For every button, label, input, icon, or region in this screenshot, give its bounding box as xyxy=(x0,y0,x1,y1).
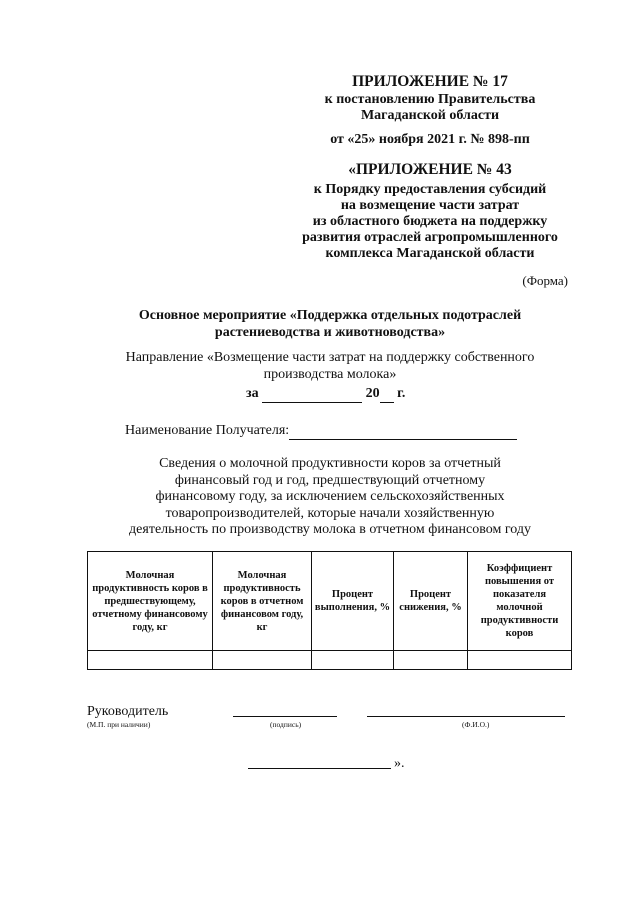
inner-appendix-title: «ПРИЛОЖЕНИЕ № 43 xyxy=(348,161,512,178)
info-paragraph xyxy=(40,456,620,539)
recipient-blank[interactable] xyxy=(289,423,517,440)
recipient-line xyxy=(125,423,517,440)
name-note: (Ф.И.О.) xyxy=(462,720,490,729)
period-line xyxy=(246,386,405,403)
sign-note: (подпись) xyxy=(270,720,302,729)
header-increase-coefficient: Коэффициент повышения от показателя молочной продуктивности коров xyxy=(468,552,572,651)
appendix-resolution-line1: к постановлению Правительства xyxy=(324,92,536,107)
table-cell[interactable] xyxy=(394,651,468,670)
table-cell[interactable] xyxy=(213,651,312,670)
inner-appendix-line: из областного бюджета на поддержку xyxy=(312,214,548,229)
inner-appendix-line: развития отраслей агропромышленного xyxy=(302,230,558,245)
direction-text xyxy=(60,349,600,383)
table-cell[interactable] xyxy=(468,651,572,670)
name-line[interactable] xyxy=(367,716,565,717)
period-year-prefix: 20 xyxy=(365,386,380,401)
head-label: Руководитель xyxy=(87,704,169,719)
info-line: Сведения о молочной продуктивности коров за отчетный xyxy=(159,456,501,471)
productivity-table xyxy=(87,551,572,670)
main-event-line2: растениеводства и животноводства» xyxy=(214,325,446,340)
period-prefix: за xyxy=(246,386,259,401)
stamp-note: (М.П. при наличии) xyxy=(87,720,151,729)
appendix-resolution-line2: Магаданской области xyxy=(360,108,500,123)
table-cell[interactable] xyxy=(88,651,213,670)
table-cell[interactable] xyxy=(312,651,394,670)
inner-appendix-header xyxy=(272,160,588,262)
inner-appendix-line: на возмещение части затрат xyxy=(340,198,520,213)
header-decrease-percent: Процент снижения, % xyxy=(394,552,468,651)
header-current-year-productivity: Молочная продуктивность коров в отчетном финансовом году, кг xyxy=(213,552,312,651)
recipient-label: Наименование Получателя: xyxy=(125,423,290,438)
closing-quote: ». xyxy=(394,756,405,771)
header-completion-percent: Процент выполнения, % xyxy=(312,552,394,651)
date-line[interactable] xyxy=(248,768,391,769)
direction-line2: производства молока» xyxy=(263,367,397,382)
form-label: (Форма) xyxy=(522,273,568,288)
info-line: финансовому году, за исключением сельскохозяйственных xyxy=(155,489,505,504)
table-row xyxy=(88,651,572,670)
table-header-row xyxy=(88,552,572,651)
info-line: финансовый год и год, предшествующий отчетному xyxy=(174,472,486,488)
appendix-date: от «25» ноября 2021 г. № 898-пп xyxy=(330,132,530,147)
info-line: товаропроизводителей, которые начали хозяйственную xyxy=(165,505,495,521)
period-suffix: г. xyxy=(397,386,406,401)
appendix-title: ПРИЛОЖЕНИЕ № 17 xyxy=(352,73,508,90)
main-event-title xyxy=(60,307,600,341)
signature-line[interactable] xyxy=(233,716,337,717)
year-blank[interactable] xyxy=(380,386,394,403)
header-prev-year-productivity: Молочная продуктивность коров в предшествующему, отчетному финансовому году, кг xyxy=(88,552,213,651)
inner-appendix-line: комплекса Магаданской области xyxy=(325,246,535,261)
main-event-line1: Основное мероприятие «Поддержка отдельных подотраслей xyxy=(138,308,522,323)
direction-line1: Направление «Возмещение части затрат на поддержку собственного xyxy=(125,350,535,365)
info-line: деятельность по производству молока в отчетном финансовом году xyxy=(129,522,531,537)
appendix-header xyxy=(300,72,560,148)
inner-appendix-line: к Порядку предоставления субсидий xyxy=(313,182,547,197)
period-blank[interactable] xyxy=(262,386,362,403)
